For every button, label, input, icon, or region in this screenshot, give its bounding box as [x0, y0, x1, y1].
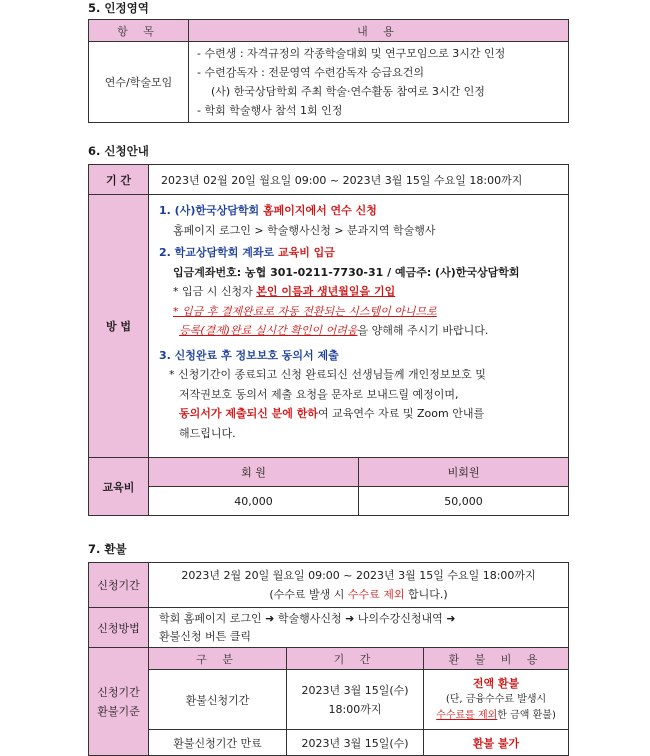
refund-period-line: 2023년 2월 20일 월요일 09:00 ~ 2023년 3월 15일 수요일 18:00까지: [181, 569, 536, 582]
method-label: 방 법: [89, 195, 149, 458]
member-fee: 40,000: [149, 487, 359, 516]
row-label: 연수/학술모임: [89, 42, 189, 123]
period-label: 기 간: [89, 165, 149, 195]
section-5-title: 5. 인정영역: [88, 1, 149, 15]
refund-table: [88, 562, 569, 756]
step-3-note: 저작권보호 동의서 제출 요청을 문자로 보내드릴 예정이며,: [179, 387, 459, 401]
refund-method-line: 학회 홈페이지 로그인 ➜ 학술행사신청 ➜ 나의수강신청내역 ➜: [159, 611, 456, 625]
refund-method-label: 신청방법: [89, 608, 149, 648]
content-line: - 수련생 : 자격규정의 각종학술대회 및 연구모임으로 3시간 인정: [197, 47, 506, 60]
nonmember-header: 비회원: [359, 458, 569, 487]
note-name: * 입금 시 신청자 본인 이름과 생년월일을 기입: [173, 285, 396, 298]
recognition-table: [88, 19, 569, 123]
section-6-title: 6. 신청안내: [88, 144, 149, 158]
fee-label: 교육비: [89, 458, 149, 516]
account-info: 입금계좌번호: 농협 301-0211-7730-31 / 예금주: (사)한국상담학회: [173, 265, 520, 279]
period-text: 2023년 02월 20일 월요일 09:00 ~ 2023년 3월 15일 수요일 18:00까지: [149, 165, 569, 195]
step-3-note: 해드립니다.: [179, 426, 236, 440]
refund-row-period: 2023년 3월 15일(수): [287, 730, 424, 756]
section-7-title: 7. 환불: [88, 542, 127, 556]
note-confirm-2: 등록(결제)완료 실시간 확인이 어려움을 양해해 주시기 바랍니다.: [179, 324, 489, 337]
refund-row-cost: 환불 불가: [424, 730, 569, 756]
step-1-sub: 홈페이지 로그인 > 학술행사신청 > 분과지역 학술행사: [173, 223, 436, 237]
refund-criteria-label: 신청기간 환불기준: [89, 648, 149, 756]
refund-row-cost: 전액 환불 (단, 금융수수료 발생시 수수료를 제외한 금액 환불): [424, 670, 569, 730]
refund-row-type: 환불신청기간 만료: [149, 730, 287, 756]
step-3-note: 동의서가 제출되신 분에 한하여 교육연수 자료 및 Zoom 안내를: [179, 407, 485, 420]
refund-period-note: (수수료 발생 시 수수료 제외 합니다.): [269, 588, 448, 601]
note-confirm: * 입금 후 결제완료로 자동 전환되는 시스템이 아니므로: [173, 304, 437, 318]
nonmember-fee: 50,000: [359, 487, 569, 516]
col-header-content: 내 용: [189, 20, 569, 42]
col-header-cost: 환 불 비 용: [424, 648, 569, 670]
col-header-period: 기 간: [287, 648, 424, 670]
content-line: - 학회 학술행사 참석 1회 인정: [197, 104, 343, 117]
refund-method-line: 환불신청 버튼 클릭: [159, 629, 252, 643]
application-table: [88, 164, 569, 516]
refund-row-type: 환불신청기간: [149, 670, 287, 730]
step-1: 1. (사)한국상담학회 홈페이지에서 연수 신청: [159, 204, 377, 217]
step-3-note: * 신청기간이 종료되고 신청 완료되신 선생님들께 개인정보보호 및: [169, 368, 486, 381]
col-header-type: 구 분: [149, 648, 287, 670]
member-header: 회 원: [149, 458, 359, 487]
step-3: 3. 신청완료 후 정보보호 동의서 제출: [159, 348, 339, 362]
content-line: (사) 한국상담학회 주최 학술·연수활동 참여로 3시간 인정: [211, 85, 485, 98]
step-2: 2. 학교상담학회 계좌로 교육비 입금: [159, 246, 335, 259]
refund-row-period: 2023년 3월 15일(수) 18:00까지: [287, 670, 424, 730]
refund-period-label: 신청기간: [89, 563, 149, 608]
content-line: - 수련감독자 : 전문영역 수련감독자 승급요건의: [197, 66, 425, 79]
col-header-item: 항 목: [89, 20, 189, 42]
